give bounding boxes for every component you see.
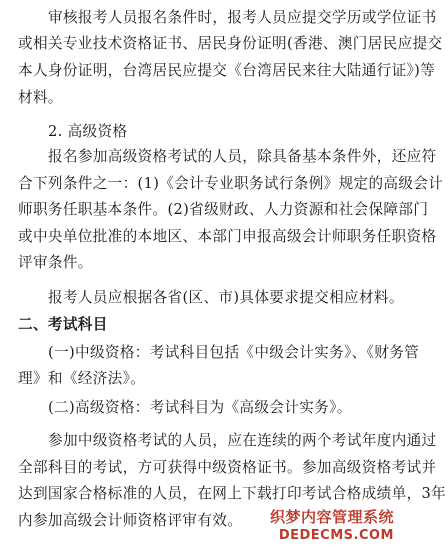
text-line: 审核报考人员报名条件时，报考人员应提交学历或学位证书 — [48, 9, 437, 26]
watermark-logo — [269, 506, 394, 550]
text-line: 评审条件。 — [18, 254, 93, 271]
text-line: 内参加高级会计师资格评审有效。 — [18, 512, 243, 529]
text-line: 材料。 — [18, 89, 63, 106]
text-line: 本人身份证明，台湾居民应提交《台湾居民来往大陆通行证》)等 — [18, 62, 436, 79]
text-line: 报名参加高级资格考试的人员，除具备基本条件外，还应符 — [48, 148, 437, 165]
watermark-domain: DEDECMS.COM — [278, 528, 394, 543]
section-subheading: 2. 高级资格 — [48, 123, 128, 140]
text-line: 理》和《经济法》。 — [18, 370, 146, 387]
text-line: (一)中级资格：考试科目包括《中级会计实务》、《财务管 — [48, 344, 420, 361]
text-line: 达到国家合格标准的人员，在网上下载打印考试合格成绩单，3年 — [18, 485, 447, 502]
text-line: 参加中级资格考试的人员，应在连续的两个考试年度内通过 — [48, 432, 437, 449]
text-line: 全部科目的考试，方可获得中级资格证书。参加高级资格考试并 — [18, 459, 437, 476]
text-line: 合下列条件之一：(1)《会计专业职务试行条例》规定的高级会计 — [18, 175, 444, 192]
text-line: (二)高级资格：考试科目为《高级会计实务》。 — [48, 399, 352, 416]
section-heading: 二、考试科目 — [18, 316, 108, 333]
text-line: 或相关专业技术资格证书、居民身份证明(香港、澳门居民应提交 — [18, 35, 443, 52]
text-line: 师职务任职基本条件。(2)省级财政、人力资源和社会保障部门 — [18, 201, 429, 218]
text-line: 报考人员应根据各省(区、市)具体要求提交相应材料。 — [48, 289, 404, 306]
text-line: 或中央单位批准的本地区、本部门申报高级会计师职务任职资格 — [18, 228, 437, 245]
watermark-title: 织梦内容管理系统 — [269, 508, 394, 526]
